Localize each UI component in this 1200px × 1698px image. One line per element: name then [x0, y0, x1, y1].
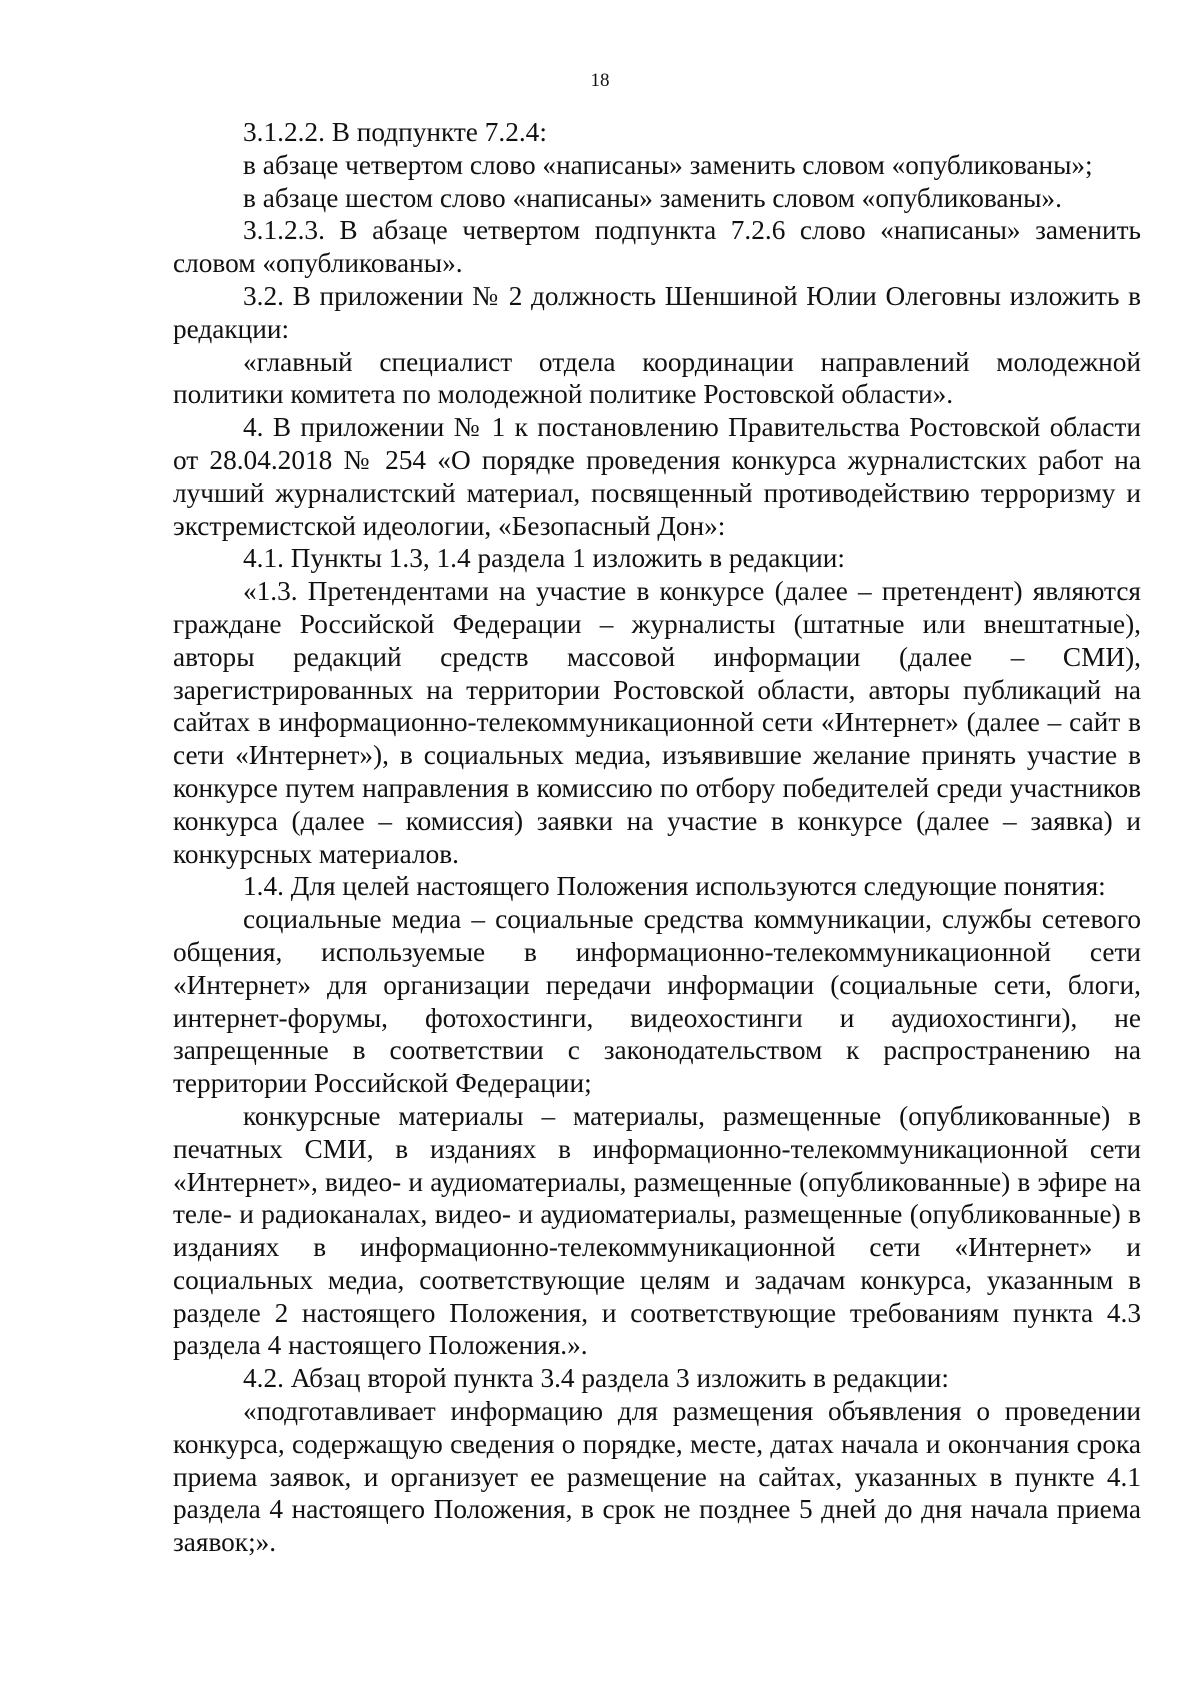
paragraph-abzats-shestoi: в абзаце шестом слово «написаны» заменить словом «опубликованы». — [243, 182, 1062, 213]
paragraph-podgotavlivaet: «подготавливает информацию для размещения объявления о проведении конкурса, содержащую сведения о порядке, месте, датах начала и окончания срока приема заявок, и организует ее размещение на сайтах, указанных в пункте 4.1 раздела 4 настоящего Положения, в срок не позднее 5 дней до дня начала приема заявок;». — [173, 1396, 1141, 1558]
paragraph-1-4: 1.4. Для целей настоящего Положения используются следующие понятия: — [243, 871, 1106, 902]
document-body — [173, 116, 1141, 1559]
paragraph-glavnyi-specialist: «главный специалист отдела координации направлений молодежной политики комитета по молодежной политике Ростовской области». — [173, 346, 1141, 410]
paragraph-4: 4. В приложении № 1 к постановлению Правительства Ростовской области от 28.04.2018 № 254 «О порядке проведения конкурса журналистских работ на лучший журналистский материал, посвященный противодействию терроризму и экстремистской идеологии, «Безопасный Дон»: — [173, 412, 1141, 541]
paragraph-3-1-2-3: 3.1.2.3. В абзаце четвертом подпункта 7.2.6 слово «написаны» заменить словом «опубликованы». — [173, 215, 1141, 279]
paragraph-konkursnye-materialy: конкурсные материалы – материалы, размещенные (опубликованные) в печатных СМИ, в изданиях в информационно-телекоммуникационной сети «Интернет», видео- и аудиоматериалы, размещенные (опубликованные) в эфире на теле- и радиоканалах, видео- и аудиоматериалы, размещенные (опубликованные) в изданиях в информационно-телекоммуникационной сети «Интернет» и социальных медиа, соответствующие целям и задачам конкурса, указанным в разделе 2 настоящего Положения, и соответствующие требованиям пункта 4.3 раздела 4 настоящего Положения.». — [173, 1100, 1141, 1361]
paragraph-3-1-2-2: 3.1.2.2. В подпункте 7.2.4: — [243, 117, 547, 147]
paragraph-4-1: 4.1. Пункты 1.3, 1.4 раздела 1 изложить в редакции: — [243, 543, 845, 574]
paragraph-1-3: «1.3. Претендентами на участие в конкурсе (далее – претендент) являются граждане Российской Федерации – журналисты (штатные или внештатные), авторы редакций средств массовой информации (далее – СМИ), зарегистрированных на территории Ростовской области, авторы публикаций на сайтах в информационно-телекоммуникационной сети «Интернет» (далее – сайт в сети «Интернет»), в социальных медиа, изъявившие желание принять участие в конкурсе путем направления в комиссию по отбору победителей среди участников конкурса (далее – комиссия) заявки на участие в конкурсе (далее – заявка) и конкурсных материалов. — [173, 576, 1141, 869]
paragraph-abzats-chetvertyi: в абзаце четвертом слово «написаны» заменить словом «опубликованы»; — [243, 149, 1093, 180]
paragraph-3-2: 3.2. В приложении № 2 должность Шеншиной Юлии Олеговны изложить в редакции: — [173, 280, 1141, 344]
paragraph-socialnye-media: социальные медиа – социальные средства коммуникации, службы сетевого общения, используемые в информационно-телекоммуникационной сети «Интернет» для организации передачи информации (социальные сети, блоги, интернет-форумы, фотохостинги, видеохостинги и аудиохостинги), не запрещенные в соответствии с законодательством к распространению на территории Российской Федерации; — [173, 904, 1141, 1099]
paragraph-4-2: 4.2. Абзац второй пункта 3.4 раздела 3 изложить в редакции: — [243, 1363, 949, 1394]
page-number: 18 — [590, 70, 610, 91]
